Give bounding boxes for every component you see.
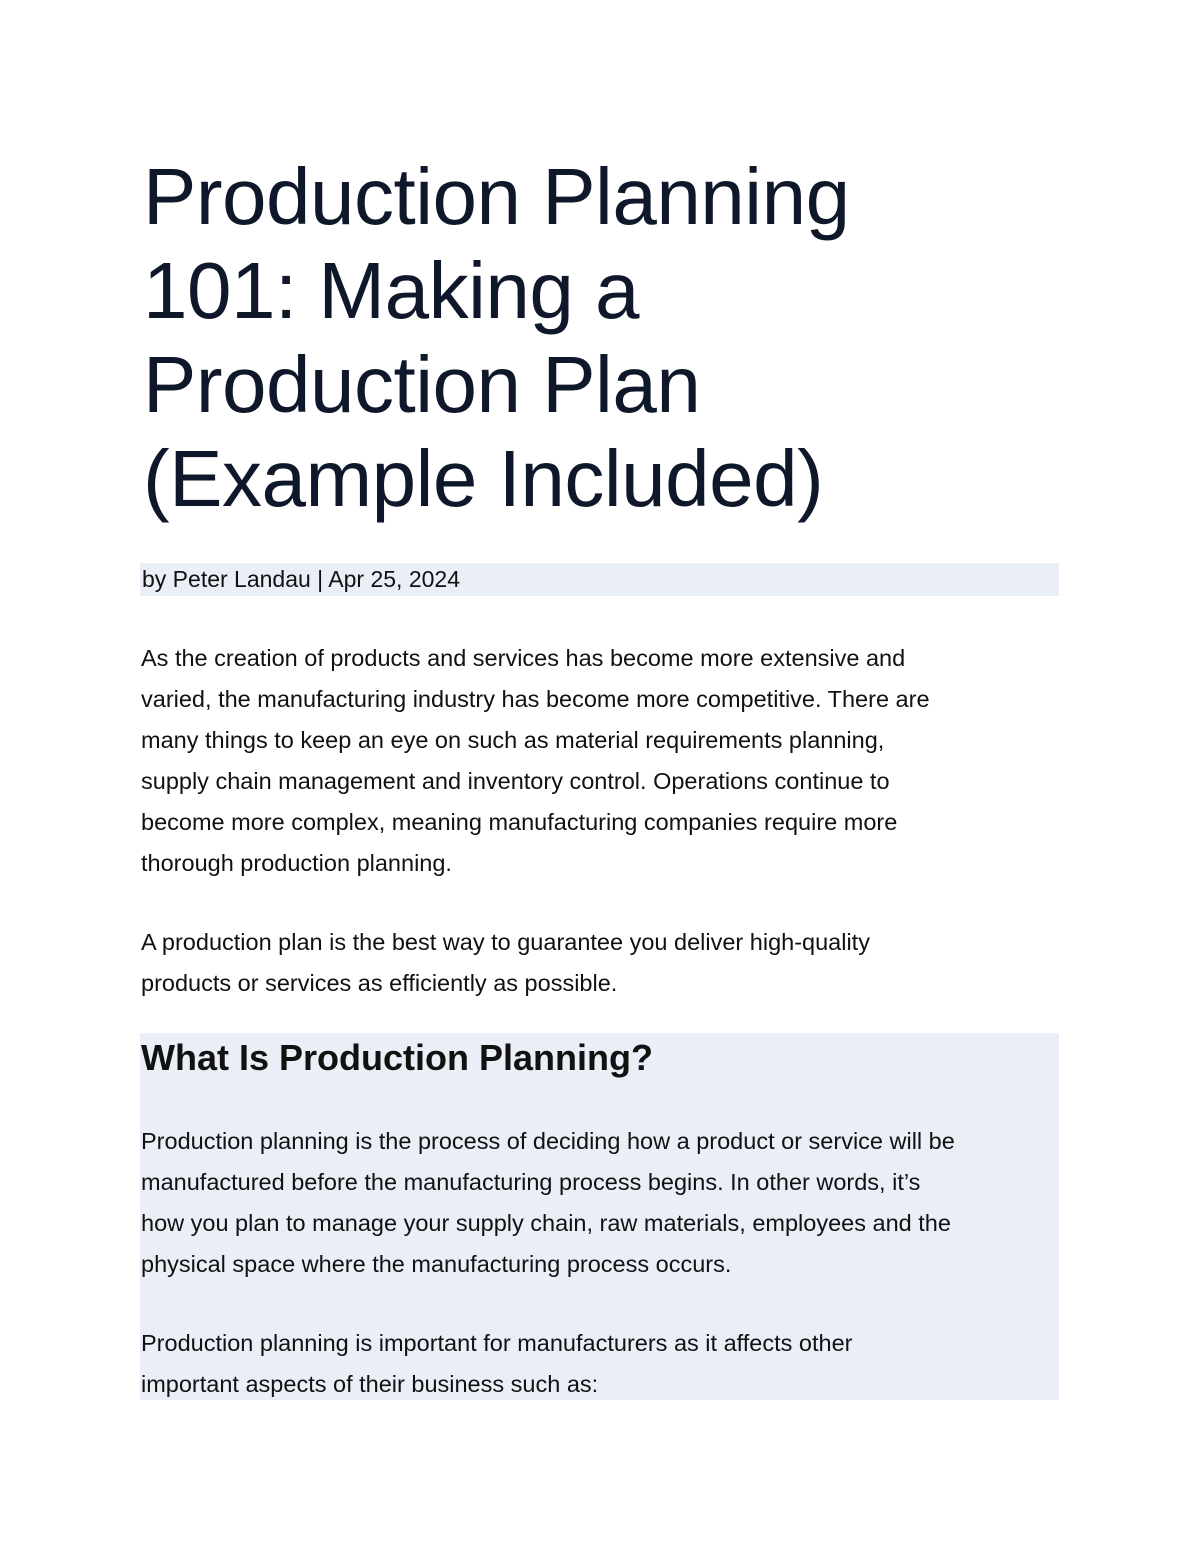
text-line: physical space where the manufacturing process occurs. [141, 1251, 732, 1277]
intro-paragraph [141, 922, 1071, 1004]
section-paragraph [141, 1323, 1071, 1405]
text-line: manufactured before the manufacturing process begins. In other words, it’s [141, 1169, 921, 1195]
title-line: (Example Included) [143, 434, 824, 523]
title-line: Production Planning [143, 152, 850, 241]
text-line: Production planning is important for manufacturers as it affects other [141, 1330, 853, 1356]
section-heading: What Is Production Planning? [141, 1037, 653, 1078]
text-line: how you plan to manage your supply chain, raw materials, employees and the [141, 1210, 951, 1236]
text-line: A production plan is the best way to guarantee you deliver high-quality [141, 929, 870, 955]
text-line: As the creation of products and services has become more extensive and [141, 645, 906, 671]
text-line: many things to keep an eye on such as material requirements planning, [141, 727, 885, 753]
title-line: Production Plan [143, 340, 701, 429]
text-line: become more complex, meaning manufacturing companies require more [141, 809, 898, 835]
text-line: Production planning is the process of deciding how a product or service will be [141, 1128, 955, 1154]
highlighted-section [140, 1033, 1059, 1400]
text-line: varied, the manufacturing industry has become more competitive. There are [141, 686, 930, 712]
article-title [143, 150, 1043, 526]
text-line: important aspects of their business such as: [141, 1371, 599, 1397]
byline-text: by Peter Landau | Apr 25, 2024 [142, 566, 460, 592]
title-line: 101: Making a [143, 246, 640, 335]
text-line: products or services as efficiently as possible. [141, 970, 618, 996]
byline-bar [140, 563, 1059, 596]
intro-paragraph [141, 638, 1071, 884]
text-line: supply chain management and inventory control. Operations continue to [141, 768, 890, 794]
text-line: thorough production planning. [141, 850, 452, 876]
section-paragraph [141, 1121, 1071, 1285]
